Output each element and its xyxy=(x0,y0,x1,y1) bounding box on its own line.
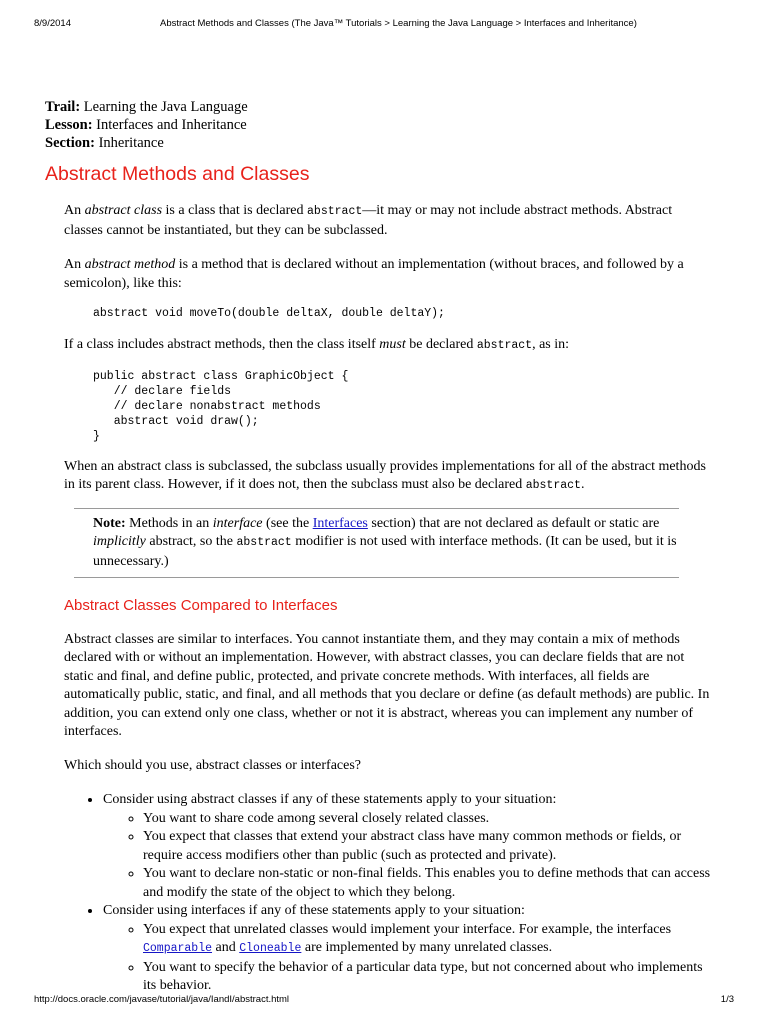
list-item: ◦ You expect that classes that extend your abstract class have many common methods or fields, or require access modifiers other than public (such as protected and private). xyxy=(143,828,714,865)
breadcrumb xyxy=(45,98,248,152)
comparable-link[interactable]: Comparable xyxy=(143,942,213,955)
lesson-label: Lesson: xyxy=(45,117,93,133)
section-title-compared: Abstract Classes Compared to Interfaces xyxy=(64,597,338,614)
list-item: • Consider using abstract classes if any of these statements apply to your situation: ◦ You want to share code among several closely related classes. ◦ You expect that classes that extend your abstract class have many common methods or fields, or require access modifiers other than public (such as protected and private). ◦ You want to declare non-static or non-final fields. This enables you to define methods that can access and modify the state of the object to which they belong. xyxy=(102,791,714,902)
sub-list xyxy=(103,921,714,996)
sub-list xyxy=(103,810,714,903)
intro-paragraph-4: When an abstract class is subclassed, the subclass usually provides implementations for all of the abstract methods in its parent class. However, if it does not, then the subclass must also be declared abstract. xyxy=(64,458,706,492)
list-item: • Consider using interfaces if any of these statements apply to your situation: ◦ You expect that unrelated classes would implement your interface. For example, the interfaces Comparable and Cloneable are implemented by many unrelated classes. ◦ You want to specify the behavior of a particular data type, but not concerned about who implements its behavior. xyxy=(102,902,714,996)
code-block-moveto: abstract void moveTo(double deltaX, double deltaY); xyxy=(93,307,445,320)
section2-paragraph-2: Which should you use, abstract classes or interfaces? xyxy=(64,757,362,773)
print-header xyxy=(34,18,734,32)
intro-paragraph-2: An abstract method is a method that is declared without an implementation (without braces, and followed by a semicolon), like this: xyxy=(64,257,684,291)
print-footer xyxy=(34,994,734,1008)
trail-value[interactable]: Learning the Java Language xyxy=(83,99,248,115)
intro-paragraph-3: If a class includes abstract methods, then the class itself must be declared abstract, as in: xyxy=(64,337,570,352)
bullet-list xyxy=(64,791,714,996)
page-title: Abstract Methods and Classes xyxy=(45,163,310,185)
list-item: ◦ You want to share code among several closely related classes. xyxy=(143,810,714,829)
breadcrumb-lesson xyxy=(45,116,248,134)
list-item: ◦ You expect that unrelated classes would implement your interface. For example, the interfaces Comparable and Cloneable are implemented by many unrelated classes. xyxy=(143,921,714,959)
section-label: Section: xyxy=(45,135,95,151)
note-label: Note: xyxy=(93,515,126,531)
code-block-graphicobject: public abstract class GraphicObject { // declare fields // declare nonabstract methods abstract void draw(); } xyxy=(93,369,349,443)
note-box: Note: Methods in an interface (see the Interfaces section) that are not declared as default or static are implicitly abstract, so the abstract modifier is not used with interface methods. (It can be used, but it is unnecessary.) xyxy=(74,508,679,579)
cloneable-link[interactable]: Cloneable xyxy=(239,942,302,955)
lesson-value[interactable]: Interfaces and Inheritance xyxy=(96,117,247,133)
section2-paragraph-1: Abstract classes are similar to interfaces. You cannot instantiate them, and they may contain a mix of methods declared with or without an implementation. However, with abstract classes, you can declare fields that are not static and final, and define public, protected, and private concrete methods. With interfaces, all fields are automatically public, static, and final, and all methods that you declare or define (as default methods) are public. In addition, you can extend only one class, whether or not it is abstract, whereas you can implement any number of interfaces. xyxy=(64,631,710,739)
intro-paragraph-1: An abstract class is a class that is declared abstract—it may or may not include abstract methods. Abstract classes cannot be instantiated, but they can be subclassed. xyxy=(64,203,673,238)
page-number: 1/3 xyxy=(720,994,734,1005)
breadcrumb-trail xyxy=(45,98,248,116)
print-url: http://docs.oracle.com/javase/tutorial/java/IandI/abstract.html xyxy=(34,994,290,1005)
list-item: ◦ You want to declare non-static or non-final fields. This enables you to define methods that can access and modify the state of the object to which they belong. xyxy=(143,865,714,902)
main-content xyxy=(64,202,714,996)
interfaces-link[interactable]: Interfaces xyxy=(312,515,368,531)
breadcrumb-section xyxy=(45,134,248,152)
print-doc-title: Abstract Methods and Classes (The Java™ Tutorials > Learning the Java Language > Interfaces and Inheritance) xyxy=(160,18,637,29)
print-date: 8/9/2014 xyxy=(34,18,71,29)
list-item: ◦ You want to specify the behavior of a particular data type, but not concerned about who implements its behavior. xyxy=(143,959,714,996)
section-value[interactable]: Inheritance xyxy=(98,135,164,151)
trail-label: Trail: xyxy=(45,99,81,115)
